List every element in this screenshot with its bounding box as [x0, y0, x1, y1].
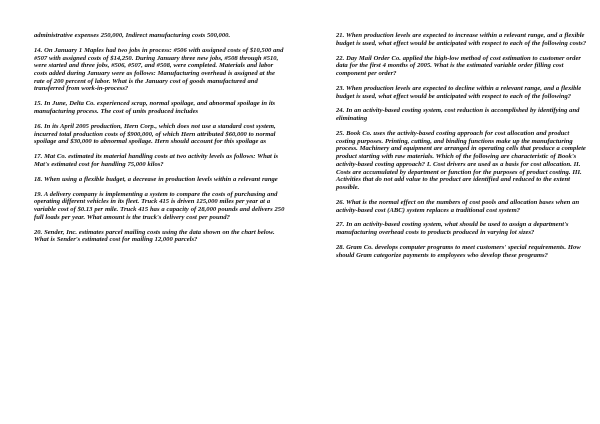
question-21: 21. When production levels are expected to increase within a relevant range, and a flexible budget is used, what effect would be anticipated with respect to each of the following costs?: [336, 32, 587, 47]
question-18: 18. When using a flexible budget, a decrease in production levels within a relevant range: [34, 175, 278, 183]
question-16: 16. In its April 2005 production, Hern Corp., which does not use a standard cost system, incurred total production costs of $900,000, of which Hern attributed $60,000 to normal spoilage and $30,000 to abnormal spoilage. Hern should account for this spoilage as: [34, 122, 276, 146]
question-23: 23. When production levels are expected to decline within a relevant range, and a flexible budget is used, what effect would be anticipated with respect to each of the following?: [336, 84, 582, 100]
question-26: 26. What is the normal effect on the numbers of cost pools and allocation bases when an activity-based cost (ABC) system replaces a traditional cost system?: [336, 198, 580, 214]
left-column: [34, 32, 286, 251]
question-20: 20. Sender, Inc. estimates parcel mailing costs using the data shown on the chart below. What is Sender's estimated cost for mailing 12,000 parcels?: [34, 228, 275, 244]
question-24: 24. In an activity-based costing system, cost reduction is accomplished by identifying and eliminating: [336, 107, 580, 123]
question-continuation: administrative expenses 250,000, Indirect manufacturing costs 500,000.: [34, 32, 231, 39]
question-14: 14. On January 1 Maples had two jobs in process: #506 with assigned costs of $10,500 and #507 with assigned costs of $14,250. During January three new jobs, #508 through #510, were started and three jobs, #506, #507, and #508, were completed. Materials and labor costs added during January were as follows: Manufacturing overhead is assigned at the rate of 200 percent of labor. What is the January cost of goods manufactured and transferred from work-in-process?: [34, 46, 284, 93]
question-27: 27. In an activity-based costing system, what should be used to assign a department's manufacturing overhead costs to products produced in varying lot sizes?: [336, 221, 569, 237]
question-28: 28. Gram Co. develops computer programs to meet customers' special requirements. How should Gram categorize payments to employees who develop these programs?: [336, 244, 581, 259]
question-15: 15. In June, Delta Co. experienced scrap, normal spoilage, and abnormal spoilage in its manufacturing process. The cost of units produced includes: [34, 100, 276, 115]
question-17: 17. Mat Co. estimated its material handling costs at two activity levels as follows: What is Mat's estimated cost for handling 75,000 kilos?: [34, 153, 279, 168]
question-25: 25. Book Co. uses the activity-based costing approach for cost allocation and product costing purposes. Printing, cutting, and binding functions make up the manufacturing process. Machinery and equipment are arranged in operating cells that produce a complete product starting with raw materials. Which of the following are characteristic of Book's activity-based costing approach? I. Cost drivers are used as a basis for cost allocation. II. Costs are accumulated by department or function for the purposes of product costing. III. Activities that do not add value to the product are identified and reduced to the extent possible.: [336, 130, 586, 191]
question-19: 19. A delivery company is implementing a system to compare the costs of purchasing and operating different vehicles in its fleet. Truck 415 is driven 125,000 miles per year at a variable cost of $0.13 per mile. Truck 415 has a capacity of 28,000 pounds and delivers 250 full loads per year. What amount is the truck's delivery cost per pound?: [34, 190, 285, 221]
right-column: [336, 32, 588, 267]
question-22: 22. Day Mail Order Co. applied the high-low method of cost estimation to customer order data for the first 4 months of 2005. What is the estimated variable order filling cost component per order?: [336, 54, 581, 77]
